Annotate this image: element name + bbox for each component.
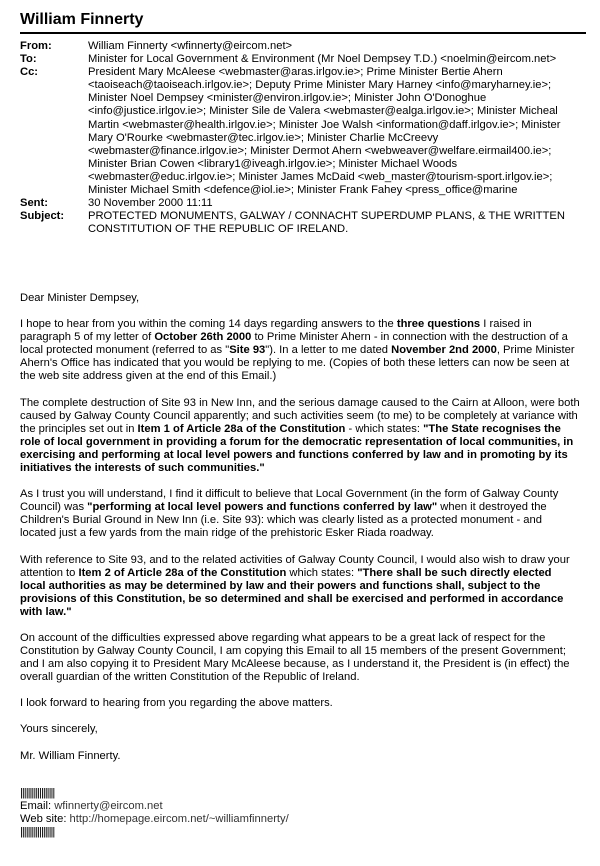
- from-label: From:: [20, 40, 52, 52]
- paragraph-2: [20, 397, 580, 476]
- signature-email-row: [20, 800, 580, 813]
- sent-value: 30 November 2000 11:11: [88, 197, 213, 210]
- email-link[interactable]: wfinnerty@eircom.net: [54, 799, 163, 812]
- sent-row: [20, 197, 586, 210]
- web-label: Web site:: [20, 812, 70, 825]
- website-link[interactable]: http://homepage.eircom.net/~williamfinnerty/: [69, 812, 289, 825]
- email-header: [20, 40, 586, 236]
- to-row: [20, 53, 586, 66]
- bold-three-questions: three questions: [396, 318, 481, 331]
- email-label: Email:: [20, 799, 55, 812]
- page-title: William Finnerty: [20, 11, 144, 28]
- bold-article-item-2: Item 2 of Article 28a of the Constitution: [78, 566, 287, 579]
- greeting: Dear Minister Dempsey,: [20, 292, 140, 304]
- paragraph-3-text: when it destroyed the Children's Burial Ground in New Inn (i.e. Site 93): which was clearly listed as a protected monument - and located just a few yards from the main ridge of the prehistoric Esker Riada roadway.: [20, 501, 547, 540]
- bold-letter-date: October 26th 2000: [154, 331, 252, 344]
- paragraph-2-text: The complete destruction of Site 93 in New Inn, and the serious damage caused to the Cairn at Alloon, were both caused by Galway County Council apparently; and such activities seem (to me) to be completely at variance with the principles set out in: [20, 396, 580, 435]
- signature-divider-bottom: ||||||||||||||||||: [20, 825, 55, 838]
- paragraph-2-text: - which states:: [345, 422, 424, 435]
- signature-web-row: [20, 813, 580, 826]
- paragraph-1: [20, 318, 580, 383]
- bold-reply-date: November 2nd 2000: [391, 344, 497, 357]
- paragraph-4: [20, 554, 580, 619]
- paragraph-1-text: I raised in paragraph 5 of my letter of: [20, 318, 532, 344]
- bold-article-item-1: Item 1 of Article 28a of the Constitution: [137, 422, 346, 435]
- cc-label: Cc:: [20, 66, 39, 79]
- paragraph-4-text: which states:: [286, 566, 358, 579]
- subject-label: Subject:: [20, 210, 65, 223]
- paragraph-1-text: I hope to hear from you within the coming 14 days regarding answers to the: [20, 318, 397, 331]
- signature-divider-top: ||||||||||||||||||: [20, 786, 55, 799]
- to-label: To:: [20, 53, 37, 66]
- cc-row: [20, 66, 586, 197]
- from-row: [20, 40, 586, 53]
- from-value: William Finnerty <wfinnerty@eircom.net>: [88, 40, 293, 52]
- subject-value: PROTECTED MONUMENTS, GALWAY / CONNACHT SUPERDUMP PLANS, & THE WRITTEN CONSTITUTION OF THE REPUBLIC OF IRELAND.: [88, 210, 565, 236]
- bold-quote-item-1: "The State recognises the role of local government in providing a forum for the democratic representation of local communities, in exercising and performing at local level powers and functions conferred by law and in promoting by its initiatives the interests of such communities.": [20, 422, 574, 475]
- paragraph-3: [20, 488, 580, 540]
- email-body: [20, 292, 580, 839]
- title-divider: [20, 32, 586, 34]
- paragraph-1-text: "). In a letter to me dated: [265, 344, 392, 357]
- paragraph-4-text: With reference to Site 93, and to the related activities of Galway County Council, I would also wish to draw your attention to: [20, 553, 570, 579]
- paragraph-5: On account of the difficulties expressed above regarding what appears to be a great lack of respect for the Constitution by Galway County Council, I am copying this Email to all 15 members of the present Government; and I am also copying it to President Mary McAleese because, as I understand it, the President is (in effect) the overall guardian of the written Constitution of the Republic of Ireland.: [20, 631, 570, 684]
- signature-block: [20, 787, 580, 839]
- bold-quote-powers: "performing at local level powers and functions conferred by law": [87, 501, 438, 514]
- bold-quote-item-2: "There shall be such directly elected local authorities as may be determined by law and their powers and functions shall, subject to the provisions of this Constitution, be so determined and shall be exercised and performed in accordance with law.": [20, 566, 564, 618]
- sender-name: Mr. William Finnerty.: [20, 749, 121, 762]
- to-value: Minister for Local Government & Environment (Mr Noel Dempsey T.D.) <noelmin@eircom.net>: [88, 53, 557, 66]
- closing: Yours sincerely,: [20, 723, 98, 736]
- paragraph-1-text: , Prime Minister Ahern's Office has indicated that you would be replying to me. (Copies of both these letters can now be seen at the web site address given at the end of this Email.): [20, 344, 575, 383]
- subject-row: [20, 210, 586, 236]
- paragraph-3-text: As I trust you will understand, I find it difficult to believe that Local Government (in the form of Galway County Council) was: [20, 488, 559, 514]
- paragraph-6: I look forward to hearing from you regarding the above matters.: [20, 697, 333, 710]
- bold-site-93: Site 93: [229, 344, 266, 357]
- paragraph-1-text: to Prime Minister Ahern - in connection with the destruction of a local protected monument (referred to as ": [20, 331, 568, 357]
- cc-value: President Mary McAleese <webmaster@aras.irlgov.ie>; Prime Minister Bertie Ahern <taoiseach@taoiseach.irlgov.ie>; Deputy Prime Minister Mary Harney <info@maryharney.ie>; Minister Noel Dempsey <minister@environ.irlgov.ie>; Minister John O'Donoghue <info@justice.irlgov.ie>; Minister Sile de Valera <webmaster@ealga.irlgov.ie>; Minister Micheal Martin <webmaster@health.irlgov.ie>; Minister Joe Walsh <information@daff.irlgov.ie>; Minister Mary O'Rourke <webmaster@tec.irlgov.ie>; Minister Charlie McCreevy <webmaster@finance.irlgov.ie>; Minister Dermot Ahern <webweaver@welfare.eirmail400.ie>; Minister Brian Cowen <library1@iveagh.irlgov.ie>; Minister Michael Woods <webmaster@educ.irlgov.ie>; Minister James McDaid <web_master@tourism-sport.irlgov.ie>; Minister Michael Smith <defence@iol.ie>; Minister Frank Fahey <press_office@marine: [88, 66, 561, 197]
- sent-label: Sent:: [20, 197, 48, 210]
